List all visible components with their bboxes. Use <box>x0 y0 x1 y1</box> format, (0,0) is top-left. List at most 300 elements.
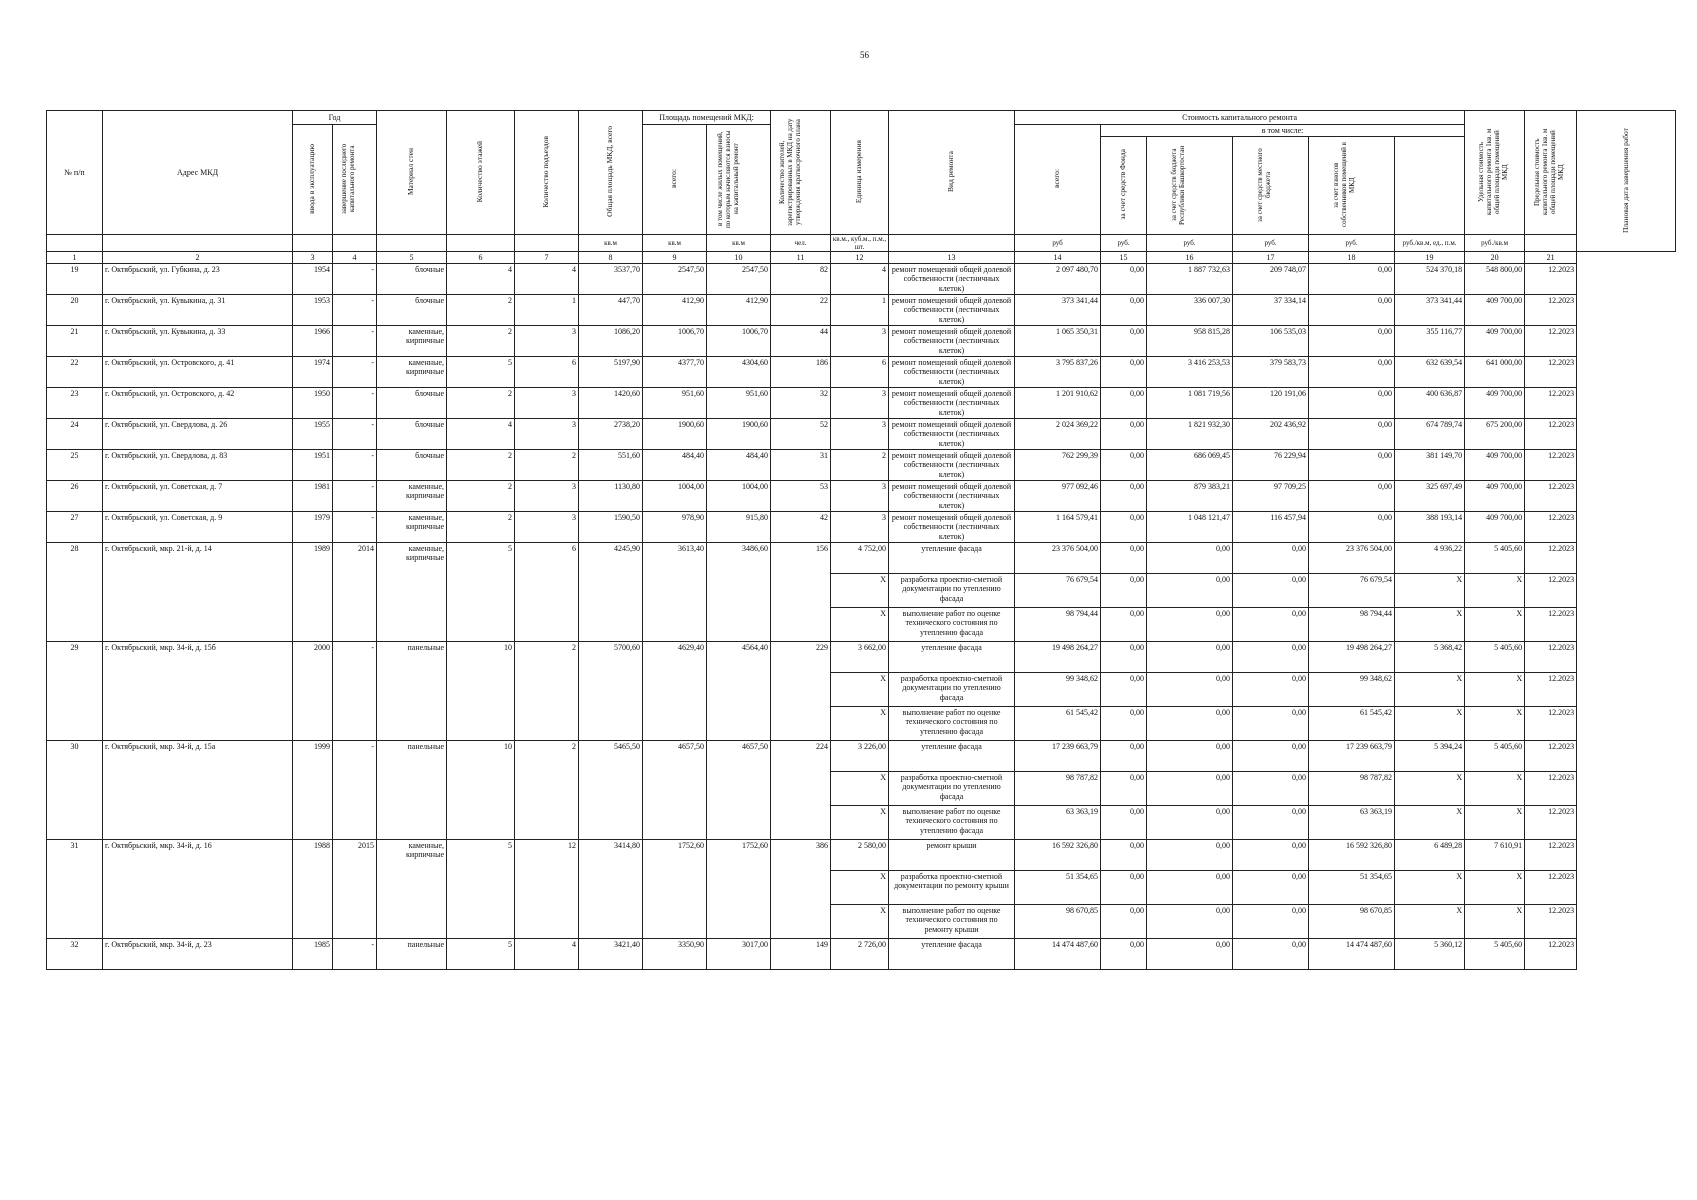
year-built-cell: 1966 <box>293 326 333 357</box>
year-repair-cell: - <box>333 264 377 295</box>
cost-local-cell: 209 748,07 <box>1233 264 1309 295</box>
header-cost-group: Стоимость капитального ремонта <box>1015 111 1465 125</box>
work-type-cell: выполнение работ по оценке технического состояния по утеплению фасада <box>889 707 1015 741</box>
work-type-cell: ремонт помещений общей долевой собственности (лестничных клеток) <box>889 481 1015 512</box>
row-number: 19 <box>47 264 103 295</box>
cost-total-cell: 98 787,82 <box>1015 772 1101 806</box>
floors-cell: 2 <box>447 326 515 357</box>
cost-total-cell: 3 795 837,26 <box>1015 357 1101 388</box>
entrances-cell: 2 <box>515 450 579 481</box>
unit-cost-local: руб. <box>1233 235 1309 252</box>
cost-region-cell: 1 048 121,47 <box>1147 512 1233 543</box>
unit-cell: X <box>831 772 889 806</box>
cost-total-cell: 23 376 504,00 <box>1015 543 1101 574</box>
cost-local-cell: 0,00 <box>1233 939 1309 970</box>
cost-local-cell: 120 191,06 <box>1233 388 1309 419</box>
cost-local-cell: 37 334,14 <box>1233 295 1309 326</box>
header-year-built: ввода в эксплуатацию <box>293 125 333 235</box>
unit-cell: 4 <box>831 264 889 295</box>
table-row <box>47 295 1676 326</box>
header-incl-group: в том числе: <box>1101 125 1465 137</box>
cost-total-cell: 2 097 480,70 <box>1015 264 1101 295</box>
address-cell: г. Октябрьский, ул. Свердлова, д. 26 <box>103 419 293 450</box>
unit-cost-fund: руб. <box>1101 235 1147 252</box>
premises-incl-cell: 484,40 <box>707 450 771 481</box>
cost-local-cell: 0,00 <box>1233 642 1309 673</box>
residents-cell: 31 <box>771 450 831 481</box>
row-number: 24 <box>47 419 103 450</box>
max-cost-cell: X <box>1465 673 1525 707</box>
residents-cell: 22 <box>771 295 831 326</box>
column-number: 15 <box>1101 252 1147 264</box>
floors-cell: 10 <box>447 741 515 840</box>
year-built-cell: 1981 <box>293 481 333 512</box>
premises-incl-cell: 3017,00 <box>707 939 771 970</box>
cost-region-cell: 0,00 <box>1147 543 1233 574</box>
entrances-cell: 4 <box>515 939 579 970</box>
unit-cost-cell: 5 368,42 <box>1395 642 1465 673</box>
work-type-cell: выполнение работ по оценке технического состояния по утеплению фасада <box>889 608 1015 642</box>
column-number: 16 <box>1147 252 1233 264</box>
cost-region-cell: 0,00 <box>1147 608 1233 642</box>
unit-cost-cell: 373 341,44 <box>1395 295 1465 326</box>
entrances-cell: 6 <box>515 357 579 388</box>
cost-owners-cell: 19 498 264,27 <box>1309 642 1395 673</box>
total-area-cell: 551,60 <box>579 450 643 481</box>
unit-cost-cell: 632 639,54 <box>1395 357 1465 388</box>
floors-cell: 2 <box>447 388 515 419</box>
column-number: 14 <box>1015 252 1101 264</box>
cost-total-cell: 1 065 350,31 <box>1015 326 1101 357</box>
cost-fund-cell: 0,00 <box>1101 608 1147 642</box>
entrances-cell: 3 <box>515 512 579 543</box>
header-premises-total: всего: <box>643 125 707 235</box>
plan-date-cell: 12.2023 <box>1525 264 1577 295</box>
entrances-cell: 3 <box>515 326 579 357</box>
work-type-cell: утепление фасада <box>889 939 1015 970</box>
residents-cell: 82 <box>771 264 831 295</box>
work-type-cell: ремонт помещений общей долевой собственности (лестничных клеток) <box>889 450 1015 481</box>
cost-fund-cell: 0,00 <box>1101 871 1147 905</box>
work-type-cell: ремонт помещений общей долевой собственности (лестничных клеток) <box>889 512 1015 543</box>
cost-total-cell: 61 545,42 <box>1015 707 1101 741</box>
header-cost-local: за счет средств местного бюджета <box>1233 137 1309 235</box>
year-built-cell: 1951 <box>293 450 333 481</box>
table-row <box>47 326 1676 357</box>
floors-cell: 4 <box>447 264 515 295</box>
plan-date-cell: 12.2023 <box>1525 512 1577 543</box>
premises-total-cell: 4377,70 <box>643 357 707 388</box>
column-number: 4 <box>333 252 377 264</box>
column-number: 7 <box>515 252 579 264</box>
residents-cell: 224 <box>771 741 831 840</box>
table-row <box>47 840 1676 871</box>
work-type-cell: ремонт помещений общей долевой собственности (лестничных клеток) <box>889 357 1015 388</box>
unit-cell: X <box>831 806 889 840</box>
cost-fund-cell: 0,00 <box>1101 905 1147 939</box>
cost-fund-cell: 0,00 <box>1101 707 1147 741</box>
premises-total-cell: 951,60 <box>643 388 707 419</box>
plan-date-cell: 12.2023 <box>1525 642 1577 673</box>
cost-total-cell: 1 164 579,41 <box>1015 512 1101 543</box>
year-built-cell: 1954 <box>293 264 333 295</box>
row-number: 25 <box>47 450 103 481</box>
column-number: 13 <box>889 252 1015 264</box>
cost-local-cell: 76 229,94 <box>1233 450 1309 481</box>
row-number: 32 <box>47 939 103 970</box>
cost-total-cell: 51 354,65 <box>1015 871 1101 905</box>
premises-total-cell: 1752,60 <box>643 840 707 939</box>
header-premises-group: Площадь помещений МКД: <box>643 111 771 125</box>
address-cell: г. Октябрьский, ул. Кувыкина, д. 33 <box>103 326 293 357</box>
premises-incl-cell: 915,80 <box>707 512 771 543</box>
entrances-cell: 2 <box>515 741 579 840</box>
table-body <box>47 264 1676 970</box>
unit-total-area: кв.м <box>579 235 643 252</box>
year-repair-cell: - <box>333 326 377 357</box>
cost-region-cell: 1 887 732,63 <box>1147 264 1233 295</box>
cost-region-cell: 0,00 <box>1147 574 1233 608</box>
cost-local-cell: 106 535,03 <box>1233 326 1309 357</box>
cost-fund-cell: 0,00 <box>1101 741 1147 772</box>
year-built-cell: 1955 <box>293 419 333 450</box>
unit-cost-cell: X <box>1395 608 1465 642</box>
plan-date-cell: 12.2023 <box>1525 574 1577 608</box>
premises-incl-cell: 412,90 <box>707 295 771 326</box>
unit-cost-cell: 5 394,24 <box>1395 741 1465 772</box>
year-repair-cell: - <box>333 388 377 419</box>
column-number: 12 <box>831 252 889 264</box>
column-number: 8 <box>579 252 643 264</box>
cost-fund-cell: 0,00 <box>1101 264 1147 295</box>
page-number: 56 <box>860 50 869 60</box>
header-premises-incl: в том числе жилых помещений, по которым начисляются взносы на капитальный ремонт <box>707 125 771 235</box>
work-type-cell: разработка проектно-сметной документации по утеплению фасада <box>889 574 1015 608</box>
unit-cost-cell: X <box>1395 574 1465 608</box>
unit-cell: X <box>831 574 889 608</box>
plan-date-cell: 12.2023 <box>1525 543 1577 574</box>
wall-material-cell: панельные <box>377 741 447 840</box>
header-plan-date: Плановая дата завершения работ <box>1577 111 1676 252</box>
cost-owners-cell: 0,00 <box>1309 295 1395 326</box>
cost-region-cell: 879 383,21 <box>1147 481 1233 512</box>
cost-owners-cell: 0,00 <box>1309 357 1395 388</box>
total-area-cell: 447,70 <box>579 295 643 326</box>
cost-total-cell: 762 299,39 <box>1015 450 1101 481</box>
cost-local-cell: 0,00 <box>1233 871 1309 905</box>
year-repair-cell: - <box>333 419 377 450</box>
floors-cell: 2 <box>447 481 515 512</box>
cost-owners-cell: 0,00 <box>1309 512 1395 543</box>
unit-cell: 2 726,00 <box>831 939 889 970</box>
cost-region-cell: 0,00 <box>1147 707 1233 741</box>
plan-date-cell: 12.2023 <box>1525 450 1577 481</box>
cost-total-cell: 98 794,44 <box>1015 608 1101 642</box>
cost-region-cell: 686 069,45 <box>1147 450 1233 481</box>
unit-cell: 3 <box>831 419 889 450</box>
residents-cell: 42 <box>771 512 831 543</box>
address-cell: г. Октябрьский, ул. Советская, д. 9 <box>103 512 293 543</box>
table-row <box>47 741 1676 772</box>
wall-material-cell: каменные, кирпичные <box>377 357 447 388</box>
total-area-cell: 5700,60 <box>579 642 643 741</box>
work-type-cell: утепление фасада <box>889 543 1015 574</box>
plan-date-cell: 12.2023 <box>1525 707 1577 741</box>
column-number: 11 <box>771 252 831 264</box>
wall-material-cell: каменные, кирпичные <box>377 543 447 642</box>
cost-total-cell: 63 363,19 <box>1015 806 1101 840</box>
floors-cell: 5 <box>447 357 515 388</box>
year-repair-cell: - <box>333 741 377 840</box>
header-unit: Единица измерения <box>831 111 889 235</box>
year-built-cell: 2000 <box>293 642 333 741</box>
cost-region-cell: 0,00 <box>1147 772 1233 806</box>
premises-total-cell: 3613,40 <box>643 543 707 642</box>
year-built-cell: 1979 <box>293 512 333 543</box>
residents-cell: 156 <box>771 543 831 642</box>
residents-cell: 32 <box>771 388 831 419</box>
unit-residents: чел. <box>771 235 831 252</box>
total-area-cell: 1590,50 <box>579 512 643 543</box>
cost-region-cell: 1 081 719,56 <box>1147 388 1233 419</box>
unit-cell: 2 580,00 <box>831 840 889 871</box>
row-number: 21 <box>47 326 103 357</box>
premises-total-cell: 3350,90 <box>643 939 707 970</box>
unit-cost-cell: 381 149,70 <box>1395 450 1465 481</box>
work-type-cell: утепление фасада <box>889 741 1015 772</box>
entrances-cell: 6 <box>515 543 579 642</box>
column-number: 19 <box>1395 252 1465 264</box>
max-cost-cell: 5 405,60 <box>1465 741 1525 772</box>
cost-owners-cell: 98 670,85 <box>1309 905 1395 939</box>
plan-date-cell: 12.2023 <box>1525 840 1577 871</box>
unit-cost-cell: 524 370,18 <box>1395 264 1465 295</box>
premises-total-cell: 1006,70 <box>643 326 707 357</box>
entrances-cell: 3 <box>515 388 579 419</box>
max-cost-cell: 409 700,00 <box>1465 450 1525 481</box>
cost-fund-cell: 0,00 <box>1101 481 1147 512</box>
header-work: Вид ремонта <box>889 111 1015 235</box>
unit-cost-total: руб <box>1015 235 1101 252</box>
entrances-cell: 3 <box>515 481 579 512</box>
max-cost-cell: X <box>1465 905 1525 939</box>
total-area-cell: 3421,40 <box>579 939 643 970</box>
cost-owners-cell: 51 354,65 <box>1309 871 1395 905</box>
year-repair-cell: - <box>333 481 377 512</box>
premises-incl-cell: 4657,50 <box>707 741 771 840</box>
cost-fund-cell: 0,00 <box>1101 939 1147 970</box>
unit-cell: X <box>831 673 889 707</box>
premises-incl-cell: 4564,40 <box>707 642 771 741</box>
year-built-cell: 1950 <box>293 388 333 419</box>
table-row <box>47 642 1676 673</box>
cost-total-cell: 99 348,62 <box>1015 673 1101 707</box>
work-type-cell: ремонт крыши <box>889 840 1015 871</box>
cost-fund-cell: 0,00 <box>1101 574 1147 608</box>
cost-local-cell: 0,00 <box>1233 905 1309 939</box>
max-cost-cell: 409 700,00 <box>1465 512 1525 543</box>
unit-cell: 3 <box>831 512 889 543</box>
premises-total-cell: 2547,50 <box>643 264 707 295</box>
header-num: № п/п <box>47 111 103 235</box>
row-number: 27 <box>47 512 103 543</box>
column-number: 2 <box>103 252 293 264</box>
year-repair-cell: - <box>333 939 377 970</box>
wall-material-cell: каменные, кирпичные <box>377 326 447 357</box>
address-cell: г. Октябрьский, мкр. 34-й, д. 16 <box>103 840 293 939</box>
cost-region-cell: 3 416 253,53 <box>1147 357 1233 388</box>
unit-cell: 3 <box>831 481 889 512</box>
cost-fund-cell: 0,00 <box>1101 357 1147 388</box>
cost-local-cell: 0,00 <box>1233 543 1309 574</box>
unit-cost-cell: X <box>1395 772 1465 806</box>
work-type-cell: ремонт помещений общей долевой собственности (лестничных клеток) <box>889 264 1015 295</box>
residents-cell: 52 <box>771 419 831 450</box>
max-cost-cell: X <box>1465 871 1525 905</box>
unit-cost-cell: 400 636,87 <box>1395 388 1465 419</box>
floors-cell: 2 <box>447 450 515 481</box>
plan-date-cell: 12.2023 <box>1525 806 1577 840</box>
total-area-cell: 4245,90 <box>579 543 643 642</box>
row-number: 23 <box>47 388 103 419</box>
row-number: 22 <box>47 357 103 388</box>
unit-cell: 3 662,00 <box>831 642 889 673</box>
address-cell: г. Октябрьский, мкр. 21-й, д. 14 <box>103 543 293 642</box>
cost-region-cell: 0,00 <box>1147 871 1233 905</box>
year-repair-cell: - <box>333 450 377 481</box>
cost-total-cell: 17 239 663,79 <box>1015 741 1101 772</box>
premises-incl-cell: 4304,60 <box>707 357 771 388</box>
cost-region-cell: 0,00 <box>1147 741 1233 772</box>
unit-cost-cell: 674 789,74 <box>1395 419 1465 450</box>
max-cost-cell: 409 700,00 <box>1465 481 1525 512</box>
floors-cell: 10 <box>447 642 515 741</box>
address-cell: г. Октябрьский, ул. Островского, д. 42 <box>103 388 293 419</box>
column-number: 1 <box>47 252 103 264</box>
cost-owners-cell: 99 348,62 <box>1309 673 1395 707</box>
total-area-cell: 1086,20 <box>579 326 643 357</box>
table-row <box>47 543 1676 574</box>
header-entrances: Количество подъездов <box>515 111 579 235</box>
table-row <box>47 512 1676 543</box>
work-type-cell: выполнение работ по оценке технического состояния по утеплению фасада <box>889 806 1015 840</box>
cost-owners-cell: 0,00 <box>1309 481 1395 512</box>
cost-local-cell: 0,00 <box>1233 772 1309 806</box>
unit-cost-cell: 355 116,77 <box>1395 326 1465 357</box>
year-repair-cell: - <box>333 295 377 326</box>
residents-cell: 53 <box>771 481 831 512</box>
total-area-cell: 3537,70 <box>579 264 643 295</box>
cost-fund-cell: 0,00 <box>1101 450 1147 481</box>
cost-fund-cell: 0,00 <box>1101 543 1147 574</box>
cost-owners-cell: 23 376 504,00 <box>1309 543 1395 574</box>
table-row <box>47 939 1676 970</box>
floors-cell: 2 <box>447 295 515 326</box>
premises-total-cell: 412,90 <box>643 295 707 326</box>
address-cell: г. Октябрьский, мкр. 34-й, д. 15б <box>103 642 293 741</box>
plan-date-cell: 12.2023 <box>1525 608 1577 642</box>
header-wall: Материал стен <box>377 111 447 235</box>
table-row <box>47 264 1676 295</box>
cost-local-cell: 0,00 <box>1233 806 1309 840</box>
cost-fund-cell: 0,00 <box>1101 840 1147 871</box>
cost-local-cell: 0,00 <box>1233 840 1309 871</box>
unit-cost-cell: X <box>1395 707 1465 741</box>
column-number: 20 <box>1465 252 1525 264</box>
header-cost-owners: за счет взносов собственников помещений в МКД <box>1309 137 1395 235</box>
plan-date-cell: 12.2023 <box>1525 357 1577 388</box>
work-type-cell: разработка проектно-сметной документации по утеплению фасада <box>889 673 1015 707</box>
unit-cost-cell: 6 489,28 <box>1395 840 1465 871</box>
cost-region-cell: 336 007,30 <box>1147 295 1233 326</box>
unit-cost-cell: X <box>1395 806 1465 840</box>
cost-region-cell: 0,00 <box>1147 642 1233 673</box>
unit-cost-cell: 325 697,49 <box>1395 481 1465 512</box>
unit-unit-cost: руб./кв.м, ед., п.м. <box>1395 235 1465 252</box>
max-cost-cell: X <box>1465 707 1525 741</box>
premises-incl-cell: 1752,60 <box>707 840 771 939</box>
max-cost-cell: 409 700,00 <box>1465 326 1525 357</box>
floors-cell: 5 <box>447 939 515 970</box>
unit-cell: 3 <box>831 388 889 419</box>
wall-material-cell: каменные, кирпичные <box>377 840 447 939</box>
premises-total-cell: 1900,60 <box>643 419 707 450</box>
cost-owners-cell: 14 474 487,60 <box>1309 939 1395 970</box>
unit-cell: 6 <box>831 357 889 388</box>
repair-table <box>46 110 1676 970</box>
unit-cell: 3 <box>831 326 889 357</box>
cost-total-cell: 1 201 910,62 <box>1015 388 1101 419</box>
cost-owners-cell: 0,00 <box>1309 388 1395 419</box>
max-cost-cell: X <box>1465 574 1525 608</box>
unit-cost-owners: руб. <box>1309 235 1395 252</box>
premises-incl-cell: 3486,60 <box>707 543 771 642</box>
max-cost-cell: 7 610,91 <box>1465 840 1525 871</box>
cost-total-cell: 373 341,44 <box>1015 295 1101 326</box>
entrances-cell: 3 <box>515 419 579 450</box>
cost-region-cell: 0,00 <box>1147 905 1233 939</box>
cost-fund-cell: 0,00 <box>1101 642 1147 673</box>
unit-cell: 3 226,00 <box>831 741 889 772</box>
row-number: 26 <box>47 481 103 512</box>
header-max-cost: Предельная стоимость капитального ремонта 1кв. м общей площади помещений МКД <box>1525 111 1577 235</box>
cost-local-cell: 0,00 <box>1233 673 1309 707</box>
wall-material-cell: блочные <box>377 295 447 326</box>
column-number: 17 <box>1233 252 1309 264</box>
total-area-cell: 3414,80 <box>579 840 643 939</box>
wall-material-cell: блочные <box>377 450 447 481</box>
max-cost-cell: X <box>1465 608 1525 642</box>
cost-fund-cell: 0,00 <box>1101 388 1147 419</box>
address-cell: г. Октябрьский, мкр. 34-й, д. 23 <box>103 939 293 970</box>
year-repair-cell: 2014 <box>333 543 377 642</box>
total-area-cell: 1130,80 <box>579 481 643 512</box>
entrances-cell: 4 <box>515 264 579 295</box>
cost-fund-cell: 0,00 <box>1101 419 1147 450</box>
cost-region-cell: 0,00 <box>1147 806 1233 840</box>
capital-repair-plan-table <box>46 110 1676 970</box>
unit-cost-cell: X <box>1395 905 1465 939</box>
max-cost-cell: X <box>1465 806 1525 840</box>
wall-material-cell: блочные <box>377 419 447 450</box>
cost-owners-cell: 76 679,54 <box>1309 574 1395 608</box>
unit-cell: X <box>831 608 889 642</box>
premises-incl-cell: 1006,70 <box>707 326 771 357</box>
cost-fund-cell: 0,00 <box>1101 772 1147 806</box>
premises-total-cell: 978,90 <box>643 512 707 543</box>
address-cell: г. Октябрьский, ул. Губкина, д. 23 <box>103 264 293 295</box>
cost-region-cell: 1 821 932,30 <box>1147 419 1233 450</box>
